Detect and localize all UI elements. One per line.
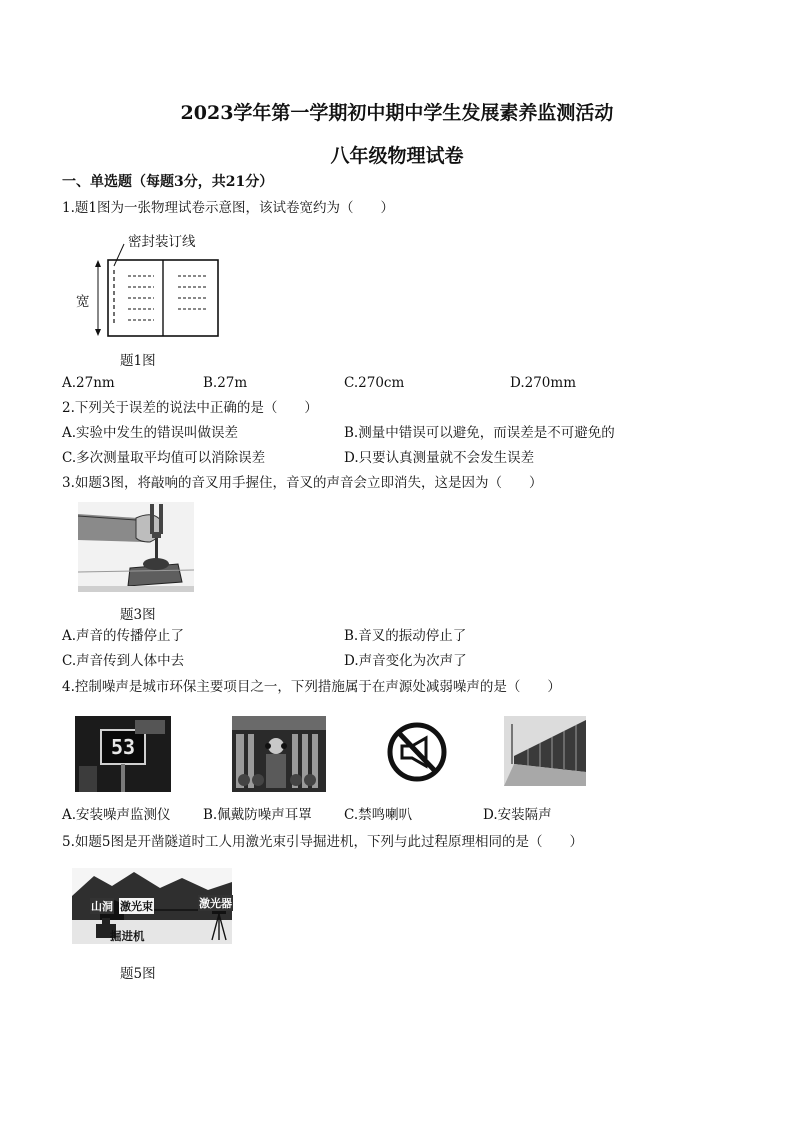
noise-monitor-reading: 53 (110, 735, 136, 759)
question-5-figure-caption: 题5图 (120, 966, 156, 982)
question-1-option-d: D.270mm (510, 375, 577, 391)
section-heading: 一、单选题（每题3分，共21分） (62, 174, 274, 190)
question-2-option-b: B.测量中错误可以避免，而误差是不可避免的 (344, 425, 615, 441)
question-3-option-d: D.声音变化为次声了 (344, 653, 467, 669)
question-2-option-c: C.多次测量取平均值可以消除误差 (62, 450, 266, 466)
question-1-option-c: C.270cm (344, 375, 405, 391)
page-title: 2023学年第一学期初中期中学生发展素养监测活动 (180, 102, 614, 124)
question-4-stem: 4.控制噪声是城市环保主要项目之一，下列措施属于在声源处减弱噪声的是（ ） (62, 679, 561, 695)
question-4-option-a: A.安装噪声监测仪 (62, 807, 171, 823)
question-4-option-d: D.安装隔声 (483, 807, 552, 823)
question-3-stem: 3.如题3图，将敲响的音叉用手握住，音叉的声音会立即消失，这是因为（ ） (62, 475, 543, 491)
question-2-option-a: A.实验中发生的错误叫做误差 (62, 425, 239, 441)
question-3-option-b: B.音叉的振动停止了 (344, 628, 467, 644)
question-1-figure-label-side: 宽 (76, 294, 90, 310)
factory-worker-photo (232, 716, 326, 792)
question-2-option-d: D.只要认真测量就不会发生误差 (344, 450, 535, 466)
laser-beam-label: 激光束 (120, 900, 153, 913)
question-1-option-b: B.27m (203, 375, 248, 391)
question-1-figure-caption: 题1图 (120, 353, 156, 369)
no-horn-sign (386, 714, 448, 790)
tuning-fork-photo (78, 502, 194, 592)
question-4-option-b: B.佩戴防噪声耳罩 (203, 807, 312, 823)
question-1-stem: 1.题1图为一张物理试卷示意图，该试卷宽约为（ ） (62, 200, 394, 216)
sound-barrier-photo (504, 716, 586, 786)
question-4-option-c: C.禁鸣喇叭 (344, 807, 413, 823)
question-3-figure-caption: 题3图 (120, 607, 156, 623)
question-1-option-a: A.27nm (62, 375, 115, 391)
laser-device-label: 激光器 (199, 897, 232, 910)
question-3-option-a: A.声音的传播停止了 (62, 628, 185, 644)
question-1-figure-label-top: 密封装订线 (128, 234, 196, 250)
noise-monitor-photo (75, 716, 171, 792)
page-subtitle: 八年级物理试卷 (330, 145, 464, 167)
question-3-option-c: C.声音传到人体中去 (62, 653, 185, 669)
tunnel-label: 山洞 (91, 900, 113, 913)
question-5-stem: 5.如题5图是开凿隧道时工人用激光束引导掘进机，下列与此过程原理相同的是（ ） (62, 834, 583, 850)
no-horn-icon (386, 714, 448, 790)
boring-machine-label: 掘进机 (110, 929, 145, 943)
question-2-stem: 2.下列关于误差的说法中正确的是（ ） (62, 400, 318, 416)
